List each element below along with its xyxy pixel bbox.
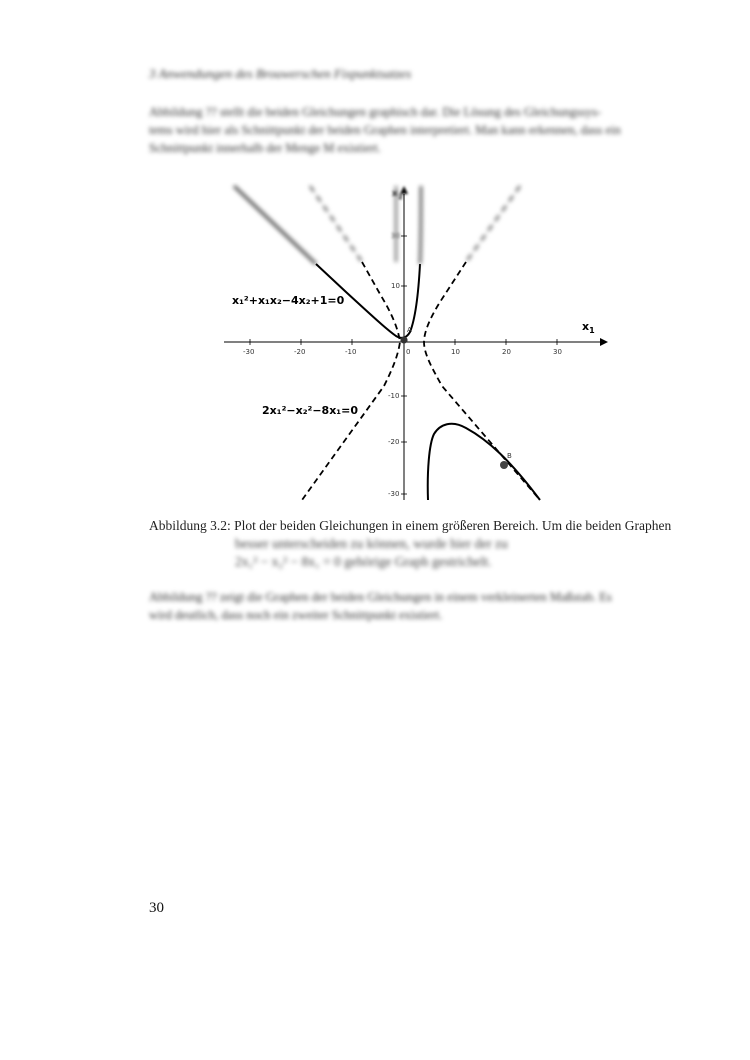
y-tick-label: -20 — [388, 438, 400, 446]
paragraph-line: Abbildung ?? stellt die beiden Gleichungen graphisch dar. Die Lösung des Gleichungssys- — [149, 105, 601, 119]
paragraph-line: tems wird hier als Schnittpunkt der beiden Graphen interpretiert. Man kann erkennen, dass ein — [149, 123, 621, 137]
caption-line: besser unterscheiden zu können, wurde hier der zu — [235, 536, 508, 551]
figure-plot — [220, 182, 610, 502]
y-tick-label: -30 — [388, 490, 400, 498]
dashed-curve-upper-left-blurred — [310, 186, 362, 262]
figure-caption — [149, 517, 689, 571]
paragraph-line: Schnittpunkt innerhalb der Menge M existiert. — [149, 141, 381, 155]
running-header: 3 Anwendungen des Brouwerschen Fixpunktsatzes — [149, 66, 412, 81]
paragraph-line: wird deutlich, dass noch ein zweiter Schnittpunkt existiert. — [149, 608, 443, 622]
x-tick-label: -10 — [345, 348, 357, 356]
x-axis-arrow-icon — [600, 338, 608, 346]
x-tick-label: -30 — [243, 348, 255, 356]
y-axis-label: $x_2$ — [392, 189, 403, 201]
plot-svg — [220, 182, 610, 502]
equation-1-label: x₁²+x₁x₂−4x₂+1=0 — [232, 294, 345, 307]
solid-curve-upper-blurred — [420, 186, 421, 264]
paragraph-intro — [149, 103, 681, 157]
y-tick-label: -10 — [388, 392, 400, 400]
x-tick-label: 10 — [451, 348, 460, 356]
caption-line: Abbildung 3.2: Plot der beiden Gleichungen in einem größeren Bereich. Um die beiden Graphen — [149, 518, 672, 533]
equation-2-label: 2x₁²−x₂²−8x₁=0 — [262, 404, 358, 417]
page-number: 30 — [149, 900, 164, 916]
x-tick-label: 20 — [502, 348, 511, 356]
intersection-point-a — [400, 336, 407, 343]
dashed-curve-right-branch — [424, 262, 540, 500]
x-axis-label: $x_1$ — [582, 320, 595, 335]
point-b-label: B — [507, 452, 512, 460]
caption-line: 2x₁² − x₂² − 8x₁ = 0 gehörige Graph gestrichelt. — [235, 554, 492, 569]
point-a-label: A — [407, 326, 412, 334]
dashed-curve-upper-right-blurred — [466, 186, 520, 262]
x-tick-label: 30 — [553, 348, 562, 356]
x-tick-label: 0 — [406, 348, 411, 356]
y-tick-label: 10 — [391, 282, 400, 290]
paragraph-second — [149, 588, 681, 624]
x-tick-label: -20 — [294, 348, 306, 356]
paragraph-line: Abbildung ?? zeigt die Graphen der beiden Gleichungen in einem verkleinerten Maßstab. Es — [149, 590, 612, 604]
intersection-point-b — [500, 461, 508, 469]
y-tick-label: 30 — [391, 232, 400, 240]
solid-curve-upper-left-blurred — [234, 186, 316, 264]
